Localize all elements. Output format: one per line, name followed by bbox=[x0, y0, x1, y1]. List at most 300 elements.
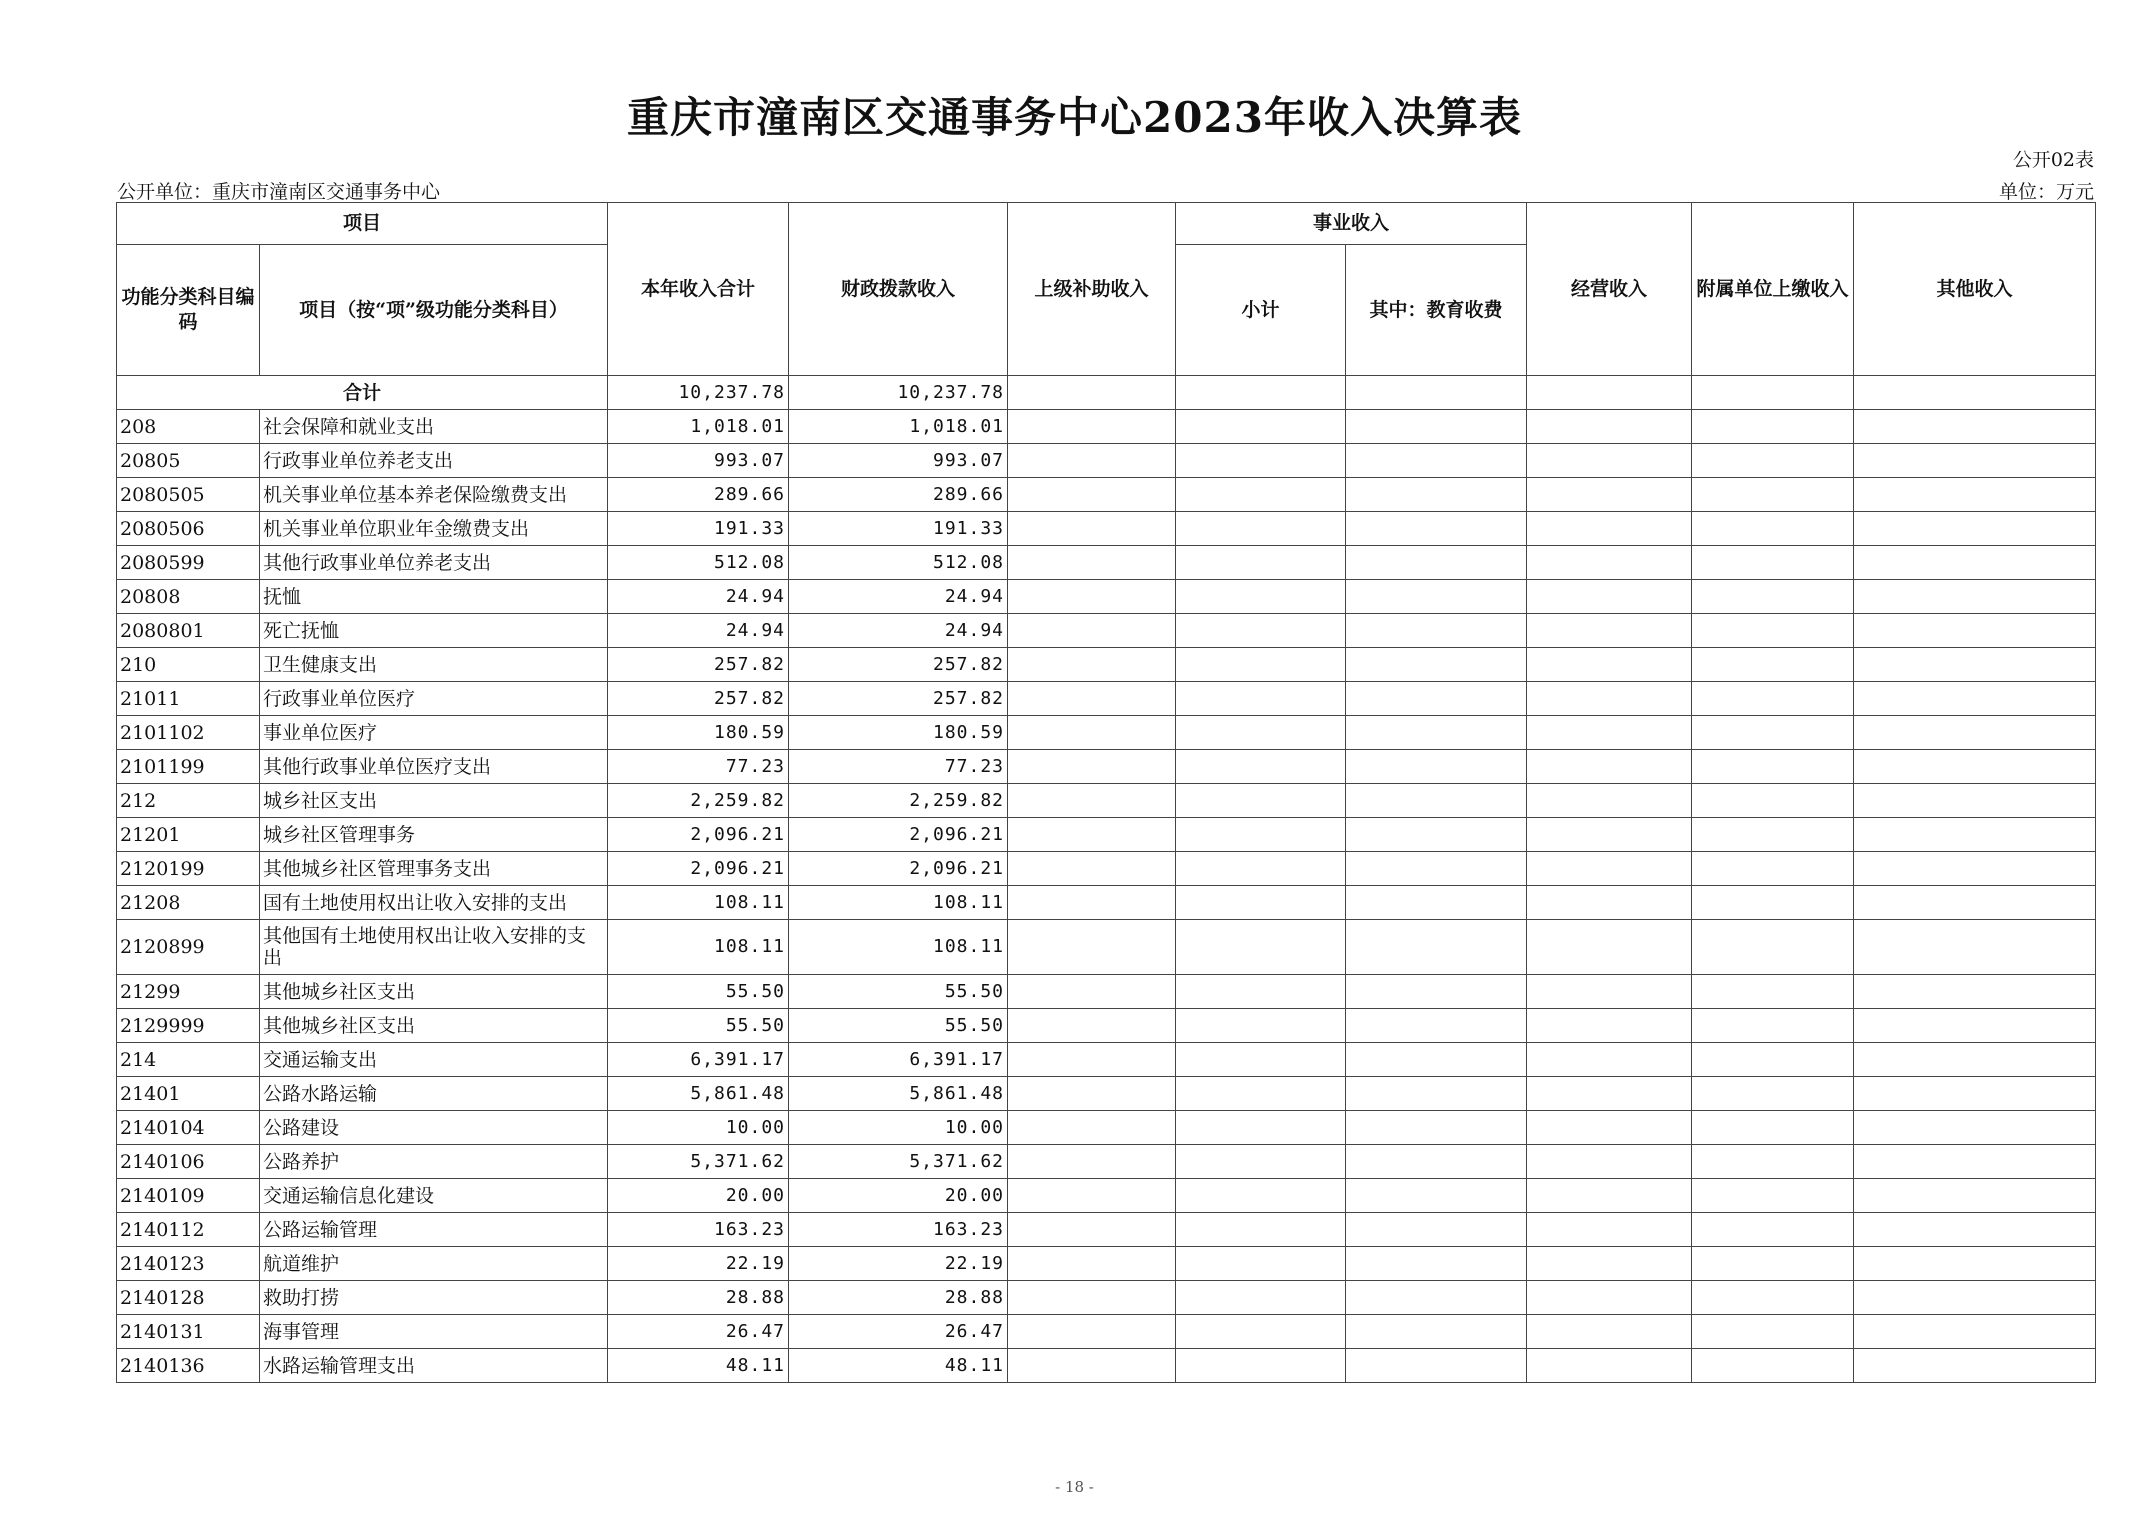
empty-cell bbox=[1692, 975, 1854, 1009]
table-row bbox=[117, 716, 2096, 750]
empty-cell bbox=[1854, 682, 2096, 716]
empty-cell bbox=[1692, 1315, 1854, 1349]
code-cell: 2120899 bbox=[117, 920, 260, 975]
fiscal-cell: 55.50 bbox=[789, 975, 1008, 1009]
empty-cell bbox=[1176, 444, 1346, 478]
empty-cell bbox=[1176, 410, 1346, 444]
empty-cell bbox=[1176, 818, 1346, 852]
table-row bbox=[117, 444, 2096, 478]
empty-cell bbox=[1854, 1111, 2096, 1145]
name-cell: 国有土地使用权出让收入安排的支出 bbox=[260, 886, 608, 920]
empty-cell bbox=[1527, 1111, 1692, 1145]
total-income-cell: 28.88 bbox=[608, 1281, 789, 1315]
empty-cell bbox=[1346, 580, 1527, 614]
empty-cell bbox=[1008, 580, 1176, 614]
total-income-cell: 48.11 bbox=[608, 1349, 789, 1383]
header-affiliated: 附属单位上缴收入 bbox=[1692, 203, 1854, 376]
empty-cell bbox=[1854, 886, 2096, 920]
total-income-cell: 108.11 bbox=[608, 920, 789, 975]
fiscal-cell: 77.23 bbox=[789, 750, 1008, 784]
total-income-cell: 10.00 bbox=[608, 1111, 789, 1145]
table-row bbox=[117, 1315, 2096, 1349]
empty-cell bbox=[1692, 1281, 1854, 1315]
fiscal-cell: 2,096.21 bbox=[789, 818, 1008, 852]
code-cell: 20808 bbox=[117, 580, 260, 614]
empty-cell bbox=[1692, 1009, 1854, 1043]
empty-cell bbox=[1692, 1043, 1854, 1077]
empty-cell bbox=[1008, 920, 1176, 975]
fiscal-cell: 28.88 bbox=[789, 1281, 1008, 1315]
empty-cell bbox=[1854, 1179, 2096, 1213]
name-cell: 行政事业单位养老支出 bbox=[260, 444, 608, 478]
header-fiscal: 财政拨款收入 bbox=[789, 203, 1008, 376]
empty-cell bbox=[1008, 1281, 1176, 1315]
code-cell: 21011 bbox=[117, 682, 260, 716]
empty-cell bbox=[1854, 975, 2096, 1009]
total-income-cell: 289.66 bbox=[608, 478, 789, 512]
name-cell: 交通运输信息化建设 bbox=[260, 1179, 608, 1213]
empty-cell bbox=[1008, 1043, 1176, 1077]
empty-cell bbox=[1008, 682, 1176, 716]
table-row bbox=[117, 750, 2096, 784]
empty-cell bbox=[1527, 750, 1692, 784]
table-row bbox=[117, 512, 2096, 546]
code-cell: 2140123 bbox=[117, 1247, 260, 1281]
empty-cell bbox=[1176, 1281, 1346, 1315]
fiscal-cell: 24.94 bbox=[789, 614, 1008, 648]
empty-cell bbox=[1176, 852, 1346, 886]
fiscal-cell: 26.47 bbox=[789, 1315, 1008, 1349]
total-income-cell: 257.82 bbox=[608, 682, 789, 716]
currency-unit: 单位：万元 bbox=[1998, 181, 2094, 203]
name-cell: 其他行政事业单位医疗支出 bbox=[260, 750, 608, 784]
empty-cell bbox=[1527, 682, 1692, 716]
total-income-cell: 10,237.78 bbox=[608, 376, 789, 410]
code-cell: 214 bbox=[117, 1043, 260, 1077]
header-education: 其中：教育收费 bbox=[1346, 245, 1527, 376]
total-fiscal-cell: 10,237.78 bbox=[789, 376, 1008, 410]
code-cell: 2140136 bbox=[117, 1349, 260, 1383]
code-cell: 210 bbox=[117, 648, 260, 682]
empty-cell bbox=[1176, 1213, 1346, 1247]
empty-cell bbox=[1008, 546, 1176, 580]
code-cell: 2120199 bbox=[117, 852, 260, 886]
total-income-cell: 55.50 bbox=[608, 1009, 789, 1043]
name-cell: 城乡社区管理事务 bbox=[260, 818, 608, 852]
total-income-cell: 77.23 bbox=[608, 750, 789, 784]
code-cell: 2101102 bbox=[117, 716, 260, 750]
empty-cell bbox=[1176, 1009, 1346, 1043]
table-row bbox=[117, 1349, 2096, 1383]
empty-cell bbox=[1692, 648, 1854, 682]
empty-cell bbox=[1527, 478, 1692, 512]
empty-cell bbox=[1346, 1315, 1527, 1349]
name-cell: 行政事业单位医疗 bbox=[260, 682, 608, 716]
empty-cell bbox=[1346, 1077, 1527, 1111]
empty-cell bbox=[1527, 818, 1692, 852]
name-cell: 公路养护 bbox=[260, 1145, 608, 1179]
header-code: 功能分类科目编码 bbox=[117, 245, 260, 376]
empty-cell bbox=[1527, 1247, 1692, 1281]
empty-cell bbox=[1692, 1213, 1854, 1247]
name-cell: 其他国有土地使用权出让收入安排的支出 bbox=[260, 920, 608, 975]
empty-cell bbox=[1527, 1349, 1692, 1383]
empty-cell bbox=[1346, 512, 1527, 546]
reporting-unit: 公开单位：重庆市潼南区交通事务中心 bbox=[117, 181, 441, 203]
empty-cell bbox=[1176, 614, 1346, 648]
code-cell: 2101199 bbox=[117, 750, 260, 784]
empty-cell bbox=[1008, 1213, 1176, 1247]
empty-cell bbox=[1527, 975, 1692, 1009]
empty-cell bbox=[1692, 1145, 1854, 1179]
total-income-cell: 180.59 bbox=[608, 716, 789, 750]
fiscal-cell: 24.94 bbox=[789, 580, 1008, 614]
table-row bbox=[117, 682, 2096, 716]
empty-cell bbox=[1692, 376, 1854, 410]
empty-cell bbox=[1346, 478, 1527, 512]
name-cell: 其他行政事业单位养老支出 bbox=[260, 546, 608, 580]
empty-cell bbox=[1008, 1145, 1176, 1179]
empty-cell bbox=[1346, 648, 1527, 682]
empty-cell bbox=[1692, 580, 1854, 614]
empty-cell bbox=[1008, 648, 1176, 682]
total-row bbox=[117, 376, 2096, 410]
empty-cell bbox=[1346, 614, 1527, 648]
fiscal-cell: 163.23 bbox=[789, 1213, 1008, 1247]
empty-cell bbox=[1854, 410, 2096, 444]
empty-cell bbox=[1854, 648, 2096, 682]
total-income-cell: 26.47 bbox=[608, 1315, 789, 1349]
total-income-cell: 2,096.21 bbox=[608, 852, 789, 886]
empty-cell bbox=[1854, 716, 2096, 750]
total-income-cell: 6,391.17 bbox=[608, 1043, 789, 1077]
name-cell: 公路建设 bbox=[260, 1111, 608, 1145]
name-cell: 救助打捞 bbox=[260, 1281, 608, 1315]
table-row bbox=[117, 784, 2096, 818]
empty-cell bbox=[1527, 410, 1692, 444]
table-row bbox=[117, 818, 2096, 852]
code-cell: 2140131 bbox=[117, 1315, 260, 1349]
code-cell: 2140104 bbox=[117, 1111, 260, 1145]
table-row bbox=[117, 1281, 2096, 1315]
empty-cell bbox=[1692, 1247, 1854, 1281]
total-label: 合计 bbox=[117, 376, 608, 410]
table-row bbox=[117, 1213, 2096, 1247]
empty-cell bbox=[1527, 1009, 1692, 1043]
empty-cell bbox=[1176, 376, 1346, 410]
table-row bbox=[117, 886, 2096, 920]
total-income-cell: 163.23 bbox=[608, 1213, 789, 1247]
empty-cell bbox=[1527, 512, 1692, 546]
fiscal-cell: 108.11 bbox=[789, 886, 1008, 920]
empty-cell bbox=[1692, 1349, 1854, 1383]
total-income-cell: 24.94 bbox=[608, 580, 789, 614]
table-row bbox=[117, 1043, 2096, 1077]
empty-cell bbox=[1346, 750, 1527, 784]
table-row bbox=[117, 478, 2096, 512]
empty-cell bbox=[1346, 1213, 1527, 1247]
empty-cell bbox=[1346, 1349, 1527, 1383]
empty-cell bbox=[1527, 1145, 1692, 1179]
name-cell: 社会保障和就业支出 bbox=[260, 410, 608, 444]
empty-cell bbox=[1854, 784, 2096, 818]
empty-cell bbox=[1692, 410, 1854, 444]
empty-cell bbox=[1346, 1179, 1527, 1213]
code-cell: 20805 bbox=[117, 444, 260, 478]
code-cell: 21299 bbox=[117, 975, 260, 1009]
header-name: 项目（按“项”级功能分类科目） bbox=[260, 245, 608, 376]
header-superior: 上级补助收入 bbox=[1008, 203, 1176, 376]
empty-cell bbox=[1527, 1315, 1692, 1349]
empty-cell bbox=[1008, 478, 1176, 512]
empty-cell bbox=[1854, 478, 2096, 512]
total-income-cell: 257.82 bbox=[608, 648, 789, 682]
empty-cell bbox=[1854, 512, 2096, 546]
fiscal-cell: 2,259.82 bbox=[789, 784, 1008, 818]
empty-cell bbox=[1176, 716, 1346, 750]
empty-cell bbox=[1008, 1009, 1176, 1043]
name-cell: 交通运输支出 bbox=[260, 1043, 608, 1077]
empty-cell bbox=[1692, 1179, 1854, 1213]
empty-cell bbox=[1854, 1145, 2096, 1179]
empty-cell bbox=[1692, 750, 1854, 784]
table-row bbox=[117, 648, 2096, 682]
empty-cell bbox=[1854, 1077, 2096, 1111]
empty-cell bbox=[1527, 852, 1692, 886]
name-cell: 抚恤 bbox=[260, 580, 608, 614]
total-income-cell: 993.07 bbox=[608, 444, 789, 478]
empty-cell bbox=[1854, 1213, 2096, 1247]
table-row bbox=[117, 546, 2096, 580]
name-cell: 水路运输管理支出 bbox=[260, 1349, 608, 1383]
name-cell: 公路水路运输 bbox=[260, 1077, 608, 1111]
table-row bbox=[117, 1111, 2096, 1145]
fiscal-cell: 257.82 bbox=[789, 682, 1008, 716]
document-title: 重庆市潼南区交通事务中心2023年收入决算表 bbox=[627, 93, 1522, 142]
empty-cell bbox=[1527, 1179, 1692, 1213]
empty-cell bbox=[1008, 1179, 1176, 1213]
table-row bbox=[117, 614, 2096, 648]
name-cell: 卫生健康支出 bbox=[260, 648, 608, 682]
name-cell: 其他城乡社区支出 bbox=[260, 975, 608, 1009]
empty-cell bbox=[1346, 716, 1527, 750]
empty-cell bbox=[1346, 1043, 1527, 1077]
name-cell: 机关事业单位职业年金缴费支出 bbox=[260, 512, 608, 546]
empty-cell bbox=[1854, 920, 2096, 975]
empty-cell bbox=[1854, 1009, 2096, 1043]
empty-cell bbox=[1692, 444, 1854, 478]
empty-cell bbox=[1346, 444, 1527, 478]
empty-cell bbox=[1527, 1281, 1692, 1315]
fiscal-cell: 5,371.62 bbox=[789, 1145, 1008, 1179]
code-cell: 2129999 bbox=[117, 1009, 260, 1043]
empty-cell bbox=[1176, 975, 1346, 1009]
total-income-cell: 1,018.01 bbox=[608, 410, 789, 444]
empty-cell bbox=[1527, 1213, 1692, 1247]
code-cell: 2140128 bbox=[117, 1281, 260, 1315]
total-income-cell: 5,861.48 bbox=[608, 1077, 789, 1111]
fiscal-cell: 191.33 bbox=[789, 512, 1008, 546]
empty-cell bbox=[1692, 1111, 1854, 1145]
header-project: 项目 bbox=[117, 203, 608, 245]
fiscal-cell: 10.00 bbox=[789, 1111, 1008, 1145]
fiscal-cell: 2,096.21 bbox=[789, 852, 1008, 886]
table-row bbox=[117, 852, 2096, 886]
empty-cell bbox=[1854, 376, 2096, 410]
fiscal-cell: 22.19 bbox=[789, 1247, 1008, 1281]
empty-cell bbox=[1008, 975, 1176, 1009]
empty-cell bbox=[1008, 1077, 1176, 1111]
fiscal-cell: 5,861.48 bbox=[789, 1077, 1008, 1111]
empty-cell bbox=[1176, 1145, 1346, 1179]
empty-cell bbox=[1176, 546, 1346, 580]
empty-cell bbox=[1854, 818, 2096, 852]
empty-cell bbox=[1527, 716, 1692, 750]
code-cell: 2080599 bbox=[117, 546, 260, 580]
empty-cell bbox=[1527, 1077, 1692, 1111]
empty-cell bbox=[1008, 376, 1176, 410]
empty-cell bbox=[1527, 1043, 1692, 1077]
empty-cell bbox=[1346, 682, 1527, 716]
empty-cell bbox=[1008, 852, 1176, 886]
fiscal-cell: 48.11 bbox=[789, 1349, 1008, 1383]
empty-cell bbox=[1176, 1247, 1346, 1281]
fiscal-cell: 512.08 bbox=[789, 546, 1008, 580]
empty-cell bbox=[1346, 1145, 1527, 1179]
total-income-cell: 2,259.82 bbox=[608, 784, 789, 818]
table-row bbox=[117, 410, 2096, 444]
table-row bbox=[117, 920, 2096, 975]
empty-cell bbox=[1346, 975, 1527, 1009]
empty-cell bbox=[1008, 1111, 1176, 1145]
header-total-income: 本年收入合计 bbox=[608, 203, 789, 376]
header-business: 经营收入 bbox=[1527, 203, 1692, 376]
total-income-cell: 24.94 bbox=[608, 614, 789, 648]
total-income-cell: 108.11 bbox=[608, 886, 789, 920]
empty-cell bbox=[1008, 614, 1176, 648]
empty-cell bbox=[1854, 580, 2096, 614]
income-table bbox=[116, 202, 2096, 1383]
empty-cell bbox=[1527, 444, 1692, 478]
empty-cell bbox=[1008, 784, 1176, 818]
empty-cell bbox=[1692, 512, 1854, 546]
code-cell: 208 bbox=[117, 410, 260, 444]
empty-cell bbox=[1346, 818, 1527, 852]
table-row bbox=[117, 1145, 2096, 1179]
code-cell: 21401 bbox=[117, 1077, 260, 1111]
empty-cell bbox=[1692, 682, 1854, 716]
empty-cell bbox=[1692, 478, 1854, 512]
empty-cell bbox=[1527, 920, 1692, 975]
fiscal-cell: 180.59 bbox=[789, 716, 1008, 750]
total-income-cell: 22.19 bbox=[608, 1247, 789, 1281]
header-career: 事业收入 bbox=[1176, 203, 1527, 245]
empty-cell bbox=[1692, 716, 1854, 750]
empty-cell bbox=[1176, 1043, 1346, 1077]
fiscal-cell: 6,391.17 bbox=[789, 1043, 1008, 1077]
name-cell: 事业单位医疗 bbox=[260, 716, 608, 750]
name-cell: 航道维护 bbox=[260, 1247, 608, 1281]
empty-cell bbox=[1527, 580, 1692, 614]
empty-cell bbox=[1346, 1111, 1527, 1145]
empty-cell bbox=[1527, 648, 1692, 682]
code-cell: 212 bbox=[117, 784, 260, 818]
empty-cell bbox=[1008, 716, 1176, 750]
table-row bbox=[117, 1009, 2096, 1043]
table-row bbox=[117, 1077, 2096, 1111]
code-cell: 21201 bbox=[117, 818, 260, 852]
empty-cell bbox=[1176, 682, 1346, 716]
empty-cell bbox=[1008, 410, 1176, 444]
empty-cell bbox=[1346, 886, 1527, 920]
fiscal-cell: 993.07 bbox=[789, 444, 1008, 478]
empty-cell bbox=[1176, 478, 1346, 512]
empty-cell bbox=[1527, 784, 1692, 818]
table-row bbox=[117, 1247, 2096, 1281]
empty-cell bbox=[1008, 750, 1176, 784]
empty-cell bbox=[1692, 818, 1854, 852]
total-income-cell: 191.33 bbox=[608, 512, 789, 546]
empty-cell bbox=[1346, 920, 1527, 975]
empty-cell bbox=[1854, 1247, 2096, 1281]
empty-cell bbox=[1176, 920, 1346, 975]
empty-cell bbox=[1176, 1077, 1346, 1111]
form-number: 公开02表 bbox=[2012, 149, 2094, 171]
empty-cell bbox=[1346, 546, 1527, 580]
table-row bbox=[117, 975, 2096, 1009]
empty-cell bbox=[1176, 648, 1346, 682]
empty-cell bbox=[1692, 1077, 1854, 1111]
fiscal-cell: 108.11 bbox=[789, 920, 1008, 975]
empty-cell bbox=[1692, 546, 1854, 580]
table-row bbox=[117, 1179, 2096, 1213]
empty-cell bbox=[1008, 512, 1176, 546]
fiscal-cell: 55.50 bbox=[789, 1009, 1008, 1043]
empty-cell bbox=[1346, 784, 1527, 818]
total-income-cell: 5,371.62 bbox=[608, 1145, 789, 1179]
empty-cell bbox=[1176, 512, 1346, 546]
empty-cell bbox=[1854, 444, 2096, 478]
name-cell: 机关事业单位基本养老保险缴费支出 bbox=[260, 478, 608, 512]
empty-cell bbox=[1854, 1349, 2096, 1383]
code-cell: 2080506 bbox=[117, 512, 260, 546]
empty-cell bbox=[1176, 1349, 1346, 1383]
empty-cell bbox=[1854, 852, 2096, 886]
empty-cell bbox=[1008, 886, 1176, 920]
empty-cell bbox=[1854, 1315, 2096, 1349]
code-cell: 2080801 bbox=[117, 614, 260, 648]
empty-cell bbox=[1346, 1281, 1527, 1315]
empty-cell bbox=[1527, 376, 1692, 410]
code-cell: 2140109 bbox=[117, 1179, 260, 1213]
empty-cell bbox=[1854, 1043, 2096, 1077]
total-income-cell: 20.00 bbox=[608, 1179, 789, 1213]
name-cell: 公路运输管理 bbox=[260, 1213, 608, 1247]
empty-cell bbox=[1346, 852, 1527, 886]
empty-cell bbox=[1346, 1009, 1527, 1043]
code-cell: 2080505 bbox=[117, 478, 260, 512]
empty-cell bbox=[1008, 444, 1176, 478]
total-income-cell: 2,096.21 bbox=[608, 818, 789, 852]
total-income-cell: 512.08 bbox=[608, 546, 789, 580]
empty-cell bbox=[1854, 1281, 2096, 1315]
empty-cell bbox=[1692, 886, 1854, 920]
empty-cell bbox=[1176, 580, 1346, 614]
empty-cell bbox=[1692, 784, 1854, 818]
name-cell: 其他城乡社区支出 bbox=[260, 1009, 608, 1043]
empty-cell bbox=[1176, 750, 1346, 784]
empty-cell bbox=[1176, 1179, 1346, 1213]
